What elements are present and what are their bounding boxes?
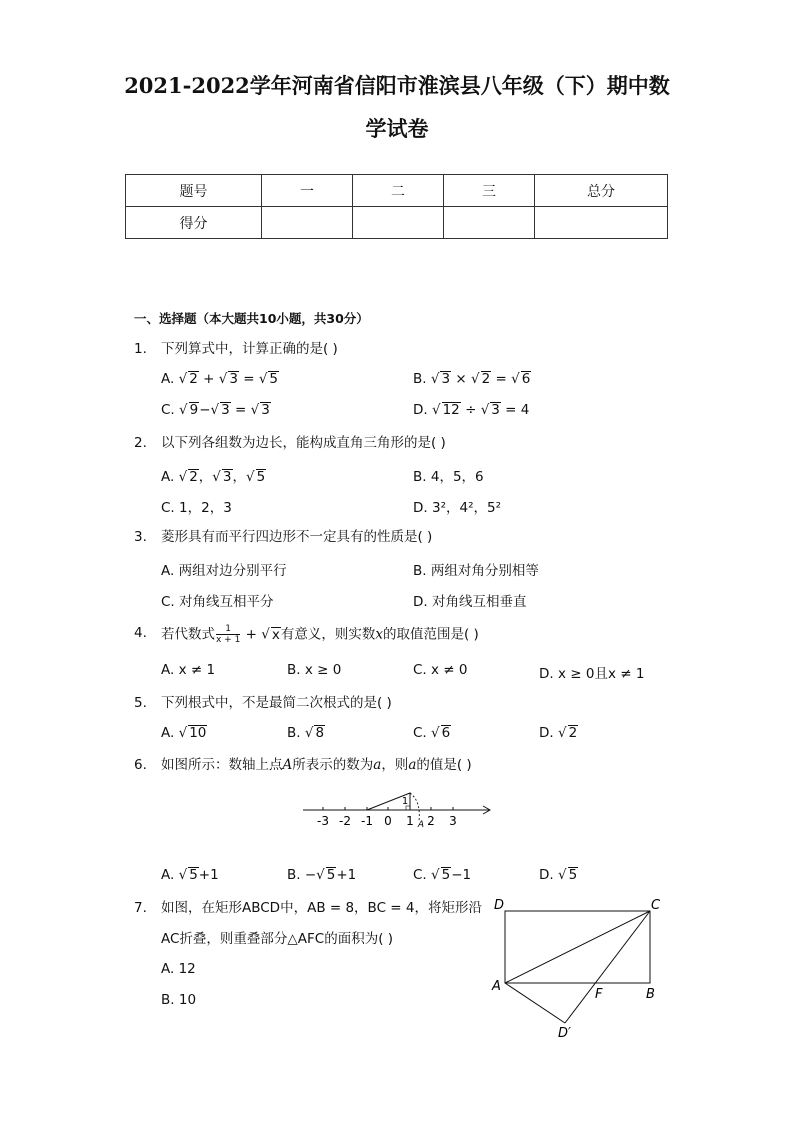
question-number: 4. — [134, 625, 147, 641]
q2-option-b: B. 4，5，6 — [413, 469, 484, 485]
question-number: 3. — [134, 529, 147, 545]
segment-ad-prime — [505, 983, 565, 1023]
tick-label: -2 — [339, 814, 351, 828]
score-cell — [444, 207, 535, 239]
label-c: C — [651, 898, 661, 913]
page-title-line2: 学试卷 — [365, 116, 429, 141]
question-number: 2. — [134, 435, 147, 451]
q3-option-d: D. 对角线互相垂直 — [413, 594, 527, 610]
segment-d-prime-c — [565, 911, 650, 1023]
q7-option-a: A. 12 — [161, 961, 196, 977]
tick-label: -1 — [361, 814, 373, 828]
question-stem: 如图所示：数轴上点A所表示的数为a，则a的值是( ) — [161, 757, 472, 773]
label-a: A — [492, 979, 501, 994]
score-table-score-row — [126, 207, 668, 239]
q6-option-c: C. √ 5−1 — [413, 867, 472, 883]
question-number: 7. — [134, 900, 147, 916]
score-header-cell: 题号 — [126, 175, 262, 207]
q4-option-a: A. x ≠ 1 — [161, 662, 216, 678]
number-line-figure — [295, 783, 500, 833]
score-cell — [262, 207, 353, 239]
score-table — [125, 174, 668, 239]
q4-option-b: B. x ≥ 0 — [287, 662, 342, 678]
score-table-header-row — [126, 175, 668, 207]
q6-option-b: B. −√ 5+1 — [287, 867, 357, 883]
q3-option-b: B. 两组对角分别相等 — [413, 563, 539, 579]
label-d-prime: D′ — [558, 1026, 571, 1041]
score-header-cell: 一 — [262, 175, 353, 207]
q5-option-a: A. √ 10 — [161, 725, 207, 741]
q6-option-a: A. √ 5+1 — [161, 867, 219, 883]
q2-option-c: C. 1，2，3 — [161, 500, 232, 516]
q1-option-c: C. √ 9−√ 3 = √ 3 — [161, 402, 270, 418]
question-stem: 以下列各组数为边长，能构成直角三角形的是( ) — [161, 435, 446, 451]
q3-option-a: A. 两组对边分别平行 — [161, 563, 287, 579]
q3-option-c: C. 对角线互相平分 — [161, 594, 274, 610]
q6-option-d: D. √ 5 — [539, 867, 578, 883]
q5-option-d: D. √ 2 — [539, 725, 578, 741]
score-header-cell: 三 — [444, 175, 535, 207]
q4-option-c: C. x ≠ 0 — [413, 662, 468, 678]
q5-option-b: B. √ 8 — [287, 725, 325, 741]
question-stem: 若代数式 $\frac{1}{x + 1}$ + √ x有意义，则实数x的取值范围是( ) — [161, 624, 479, 645]
question-number: 1. — [134, 341, 147, 357]
q5-option-c: C. √ 6 — [413, 725, 451, 741]
q1-option-d: D. √ 12 ÷ √ 3 = 4 — [413, 402, 530, 418]
tick-label: 3 — [449, 814, 457, 828]
q7-option-b: B. 10 — [161, 992, 197, 1008]
score-header-cell: 二 — [353, 175, 444, 207]
tick-label: 0 — [384, 814, 392, 828]
score-cell — [353, 207, 444, 239]
tick-label: -3 — [317, 814, 329, 828]
point-a-label: A — [417, 820, 425, 830]
question-number: 5. — [134, 695, 147, 711]
page-title-line1: 2021-2022学年河南省信阳市淮滨县八年级（下）期中数 — [124, 73, 670, 98]
score-row-label: 得分 — [126, 207, 262, 239]
q1-option-a: A. √ 2 + √ 3 = √ 5 — [161, 371, 279, 387]
q2-option-a: A. √ 2，√ 3，√ 5 — [161, 469, 266, 485]
q4-option-d: D. x ≥ 0且x ≠ 1 — [539, 666, 645, 682]
section-heading: 一、选择题（本大题共10小题，共30分） — [134, 311, 369, 326]
label-b: B — [646, 987, 655, 1002]
tick-label: 2 — [427, 814, 435, 828]
question-number: 6. — [134, 757, 147, 773]
question-stem: 下列算式中，计算正确的是( ) — [161, 341, 338, 357]
score-cell — [535, 207, 668, 239]
rectangle-fold-figure — [488, 893, 668, 1043]
label-d: D — [494, 898, 505, 913]
diagonal-ac — [505, 911, 650, 983]
question-stem-line1: 如图，在矩形ABCD中，AB = 8，BC = 4，将矩形沿 — [161, 900, 482, 916]
question-stem: 下列根式中，不是最简二次根式的是( ) — [161, 695, 392, 711]
label-f: F — [595, 987, 603, 1002]
question-stem-line2: AC折叠，则重叠部分△AFC的面积为( ) — [161, 931, 394, 947]
q2-option-d: D. 3²，4²，5² — [413, 500, 501, 516]
score-header-cell: 总分 — [535, 175, 668, 207]
question-stem: 菱形具有而平行四边形不一定具有的性质是( ) — [161, 529, 433, 545]
segment-length-label: 1 — [401, 796, 409, 807]
tick-label: 1 — [406, 814, 414, 828]
q1-option-b: B. √ 3 × √ 2 = √ 6 — [413, 371, 531, 387]
